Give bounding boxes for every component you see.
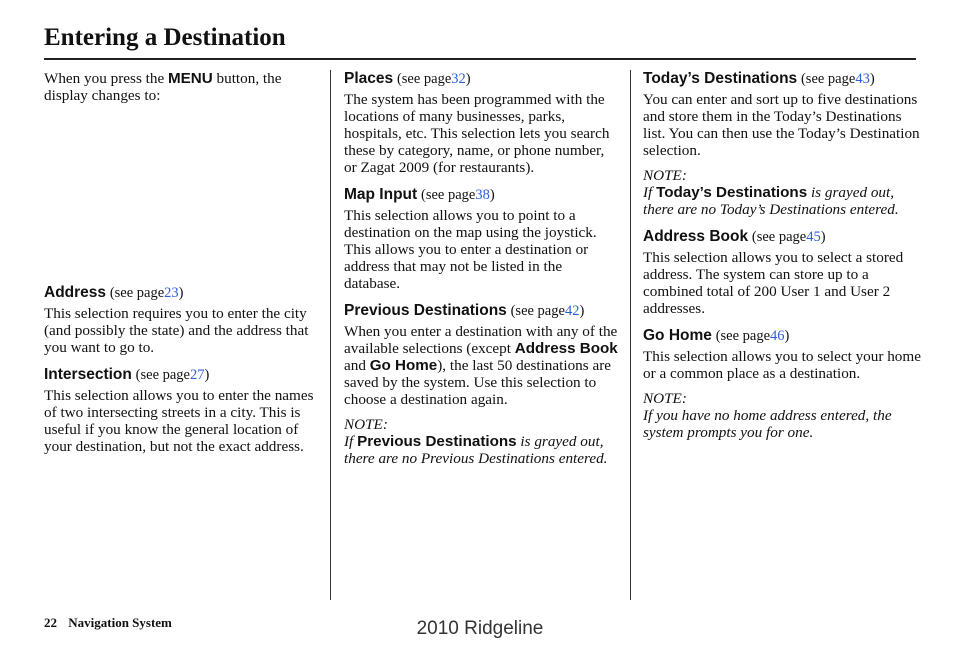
note-go-home: If you have no home address entered, the system prompts you for one. bbox=[643, 407, 892, 441]
column-divider-1 bbox=[330, 70, 331, 600]
map-input-body: This selection allows you to point to a destination on the map using the joystick. This allows you to enter a destination or address that may not be listed in the database. bbox=[344, 207, 597, 292]
heading-go-home: Go Home (see page46) bbox=[643, 327, 790, 344]
page-link-38[interactable]: 38 bbox=[475, 187, 490, 203]
page-link-43[interactable]: 43 bbox=[855, 71, 870, 87]
heading-map-input: Map Input (see page38) bbox=[344, 186, 495, 203]
note-label: NOTE: bbox=[643, 167, 687, 184]
page-link-32[interactable]: 32 bbox=[451, 71, 466, 87]
todays-destinations-body: You can enter and sort up to five destinations and store them in the Today’s Destinations list. You can then use the Today’s Destination selection. bbox=[643, 91, 920, 159]
page-number: 22 bbox=[44, 615, 57, 630]
heading-todays-destinations: Today’s Destinations (see page43) bbox=[643, 70, 875, 87]
heading-places: Places (see page32) bbox=[344, 70, 471, 87]
go-home-body: This selection allows you to select your home or a common place as a destination. bbox=[643, 348, 921, 382]
heading-address-book: Address Book (see page45) bbox=[643, 228, 826, 245]
heading-intersection: Intersection (see page27) bbox=[44, 366, 210, 383]
header-rule bbox=[44, 58, 916, 60]
column-1 bbox=[44, 70, 316, 463]
heading-address: Address (see page23) bbox=[44, 284, 184, 301]
column-3 bbox=[643, 70, 923, 447]
column-divider-2 bbox=[630, 70, 631, 600]
intro-paragraph: When you press the MENU button, the display changes to: bbox=[44, 70, 282, 104]
page-link-27[interactable]: 27 bbox=[190, 367, 205, 383]
column-2 bbox=[344, 70, 620, 473]
page-link-45[interactable]: 45 bbox=[806, 229, 821, 245]
page-title: Entering a Destination bbox=[44, 24, 286, 51]
note-label: NOTE: bbox=[344, 416, 388, 433]
watermark: 2010 Ridgeline bbox=[416, 618, 544, 639]
section-name: Navigation System bbox=[68, 615, 172, 630]
note-previous-destinations: If Previous Destinations is grayed out, there are no Previous Destinations entered. bbox=[344, 433, 608, 467]
page-link-23[interactable]: 23 bbox=[164, 285, 179, 301]
page-link-46[interactable]: 46 bbox=[770, 328, 785, 344]
display-image-area bbox=[44, 112, 316, 274]
menu-word: MENU bbox=[168, 70, 213, 87]
address-book-body: This selection allows you to select a stored address. The system can store up to a combined total of 200 User 1 and User 2 addresses. bbox=[643, 249, 904, 317]
note-todays-destinations: If Today’s Destinations is grayed out, there are no Today’s Destinations entered. bbox=[643, 184, 899, 218]
note-label: NOTE: bbox=[643, 390, 687, 407]
page-link-42[interactable]: 42 bbox=[564, 303, 580, 319]
address-body: This selection requires you to enter the city (and possibly the state) and the address that you want to go to. bbox=[44, 305, 309, 356]
places-body: The system has been programmed with the locations of many businesses, parks, hospitals, etc. This selection lets you search these by category, name, or phone number, or Zagat 2009 (for restaurants). bbox=[344, 91, 610, 176]
intersection-body: This selection allows you to enter the names of two intersecting streets in a city. This is useful if you know the general location of your destination, but not the exact address. bbox=[44, 387, 314, 455]
previous-destinations-body: When you enter a destination with any of the available selections (except Address Book and Go Home), the last 50 destinations are saved by the system. Use this selection to choose a destination again. bbox=[344, 323, 618, 408]
heading-previous-destinations: Previous Destinations (see page42) bbox=[344, 302, 585, 319]
